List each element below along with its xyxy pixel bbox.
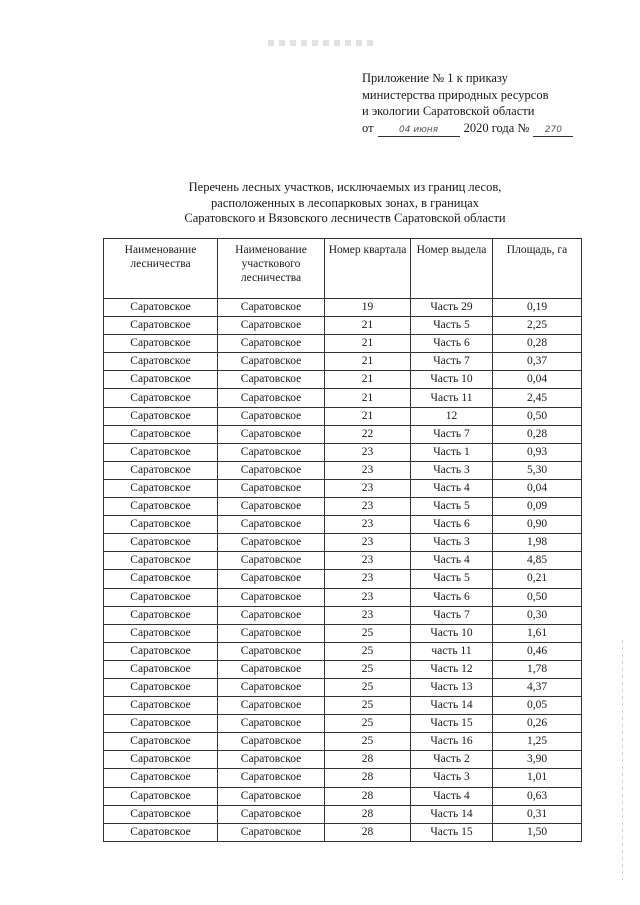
cell-plot: Часть 10 [411, 371, 493, 389]
cell-forestry: Саратовское [104, 498, 218, 516]
table-row [104, 335, 582, 353]
cell-district-forestry: Саратовское [218, 534, 325, 552]
cell-district-forestry: Саратовское [218, 353, 325, 371]
table-row [104, 443, 582, 461]
cell-area: 0,37 [493, 353, 582, 371]
cell-quarter: 22 [325, 425, 411, 443]
cell-forestry: Саратовское [104, 317, 218, 335]
cell-district-forestry: Саратовское [218, 371, 325, 389]
title-line-3: Саратовского и Вязовского лесничеств Саратовской области [184, 211, 506, 225]
cell-forestry: Саратовское [104, 697, 218, 715]
cell-quarter: 21 [325, 335, 411, 353]
cell-district-forestry: Саратовское [218, 552, 325, 570]
table-row [104, 534, 582, 552]
table-row [104, 479, 582, 497]
cell-quarter: 23 [325, 588, 411, 606]
cell-plot: Часть 5 [411, 498, 493, 516]
cell-plot: Часть 4 [411, 552, 493, 570]
cell-district-forestry: Саратовское [218, 642, 325, 660]
table-row [104, 461, 582, 479]
table-row [104, 317, 582, 335]
cell-plot: Часть 14 [411, 805, 493, 823]
cell-district-forestry: Саратовское [218, 516, 325, 534]
cell-area: 0,28 [493, 425, 582, 443]
cell-district-forestry: Саратовское [218, 733, 325, 751]
cell-quarter: 25 [325, 697, 411, 715]
cell-area: 1,01 [493, 769, 582, 787]
cell-area: 4,85 [493, 552, 582, 570]
cell-plot: Часть 12 [411, 660, 493, 678]
cell-area: 0,50 [493, 588, 582, 606]
cell-plot: Часть 5 [411, 317, 493, 335]
cell-plot: Часть 15 [411, 715, 493, 733]
cell-plot: Часть 29 [411, 299, 493, 317]
document-title [130, 180, 560, 227]
cell-area: 0,90 [493, 516, 582, 534]
cell-district-forestry: Саратовское [218, 606, 325, 624]
cell-area: 0,46 [493, 642, 582, 660]
cell-forestry: Саратовское [104, 570, 218, 588]
cell-area: 0,05 [493, 697, 582, 715]
annex-prefix: от [362, 120, 374, 135]
table-row [104, 715, 582, 733]
cell-forestry: Саратовское [104, 606, 218, 624]
cell-plot: часть 11 [411, 642, 493, 660]
cell-forestry: Саратовское [104, 299, 218, 317]
cell-area: 0,26 [493, 715, 582, 733]
cell-district-forestry: Саратовское [218, 678, 325, 696]
table-row [104, 642, 582, 660]
cell-plot: Часть 1 [411, 443, 493, 461]
cell-plot: Часть 4 [411, 479, 493, 497]
cell-forestry: Саратовское [104, 823, 218, 841]
cell-quarter: 28 [325, 823, 411, 841]
forest-plots-table [103, 238, 582, 842]
header-plot-number: Номер выдела [411, 239, 493, 299]
cell-plot: Часть 10 [411, 624, 493, 642]
cell-area: 5,30 [493, 461, 582, 479]
table-row [104, 733, 582, 751]
cell-area: 0,19 [493, 299, 582, 317]
table-row [104, 353, 582, 371]
cell-plot: Часть 7 [411, 425, 493, 443]
cell-district-forestry: Саратовское [218, 335, 325, 353]
cell-forestry: Саратовское [104, 642, 218, 660]
cell-plot: Часть 11 [411, 389, 493, 407]
cell-forestry: Саратовское [104, 715, 218, 733]
table-row [104, 660, 582, 678]
cell-quarter: 19 [325, 299, 411, 317]
table-row [104, 425, 582, 443]
header-district-forestry: Наименование участкового лесничества [218, 239, 325, 299]
cell-plot: Часть 3 [411, 534, 493, 552]
cell-district-forestry: Саратовское [218, 787, 325, 805]
cell-district-forestry: Саратовское [218, 570, 325, 588]
cell-quarter: 21 [325, 407, 411, 425]
cell-forestry: Саратовское [104, 479, 218, 497]
cell-area: 1,25 [493, 733, 582, 751]
cell-forestry: Саратовское [104, 588, 218, 606]
cell-forestry: Саратовское [104, 733, 218, 751]
annex-date-line [362, 120, 602, 137]
table-header-row [104, 239, 582, 299]
cell-area: 3,90 [493, 751, 582, 769]
cell-district-forestry: Саратовское [218, 299, 325, 317]
cell-area: 1,78 [493, 660, 582, 678]
cell-forestry: Саратовское [104, 787, 218, 805]
table-row [104, 570, 582, 588]
cell-area: 2,45 [493, 389, 582, 407]
cell-quarter: 21 [325, 353, 411, 371]
table-row [104, 552, 582, 570]
annex-line-1: Приложение № 1 к приказу [362, 71, 508, 85]
cell-area: 2,25 [493, 317, 582, 335]
table-row [104, 769, 582, 787]
cell-plot: Часть 7 [411, 606, 493, 624]
cell-quarter: 23 [325, 534, 411, 552]
cell-forestry: Саратовское [104, 660, 218, 678]
cell-quarter: 28 [325, 787, 411, 805]
cell-area: 1,50 [493, 823, 582, 841]
title-line-2: расположенных в лесопарковых зонах, в границах [211, 195, 479, 210]
header-forestry: Наименование лесничества [104, 239, 218, 299]
cell-quarter: 28 [325, 769, 411, 787]
cell-quarter: 25 [325, 624, 411, 642]
cell-district-forestry: Саратовское [218, 498, 325, 516]
cell-area: 0,30 [493, 606, 582, 624]
table-row [104, 805, 582, 823]
cell-area: 1,61 [493, 624, 582, 642]
cell-area: 0,04 [493, 371, 582, 389]
cell-district-forestry: Саратовское [218, 425, 325, 443]
table-row [104, 588, 582, 606]
cell-forestry: Саратовское [104, 751, 218, 769]
cell-quarter: 21 [325, 317, 411, 335]
handwritten-number: 270 [533, 125, 573, 137]
cell-district-forestry: Саратовское [218, 715, 325, 733]
cell-quarter: 25 [325, 642, 411, 660]
cell-district-forestry: Саратовское [218, 624, 325, 642]
table-row [104, 678, 582, 696]
cell-district-forestry: Саратовское [218, 660, 325, 678]
cell-area: 0,31 [493, 805, 582, 823]
cell-district-forestry: Саратовское [218, 769, 325, 787]
cell-quarter: 23 [325, 606, 411, 624]
cell-plot: Часть 16 [411, 733, 493, 751]
cell-plot: Часть 14 [411, 697, 493, 715]
annex-line-3: и экологии Саратовской области [362, 104, 535, 118]
cell-area: 4,37 [493, 678, 582, 696]
cell-area: 0,63 [493, 787, 582, 805]
cell-district-forestry: Саратовское [218, 317, 325, 335]
annex-year-text: 2020 года № [463, 120, 530, 135]
cell-district-forestry: Саратовское [218, 588, 325, 606]
cell-area: 0,09 [493, 498, 582, 516]
faint-header-mark [268, 40, 378, 46]
cell-district-forestry: Саратовское [218, 805, 325, 823]
cell-plot: Часть 6 [411, 588, 493, 606]
cell-forestry: Саратовское [104, 805, 218, 823]
cell-quarter: 23 [325, 570, 411, 588]
cell-quarter: 23 [325, 498, 411, 516]
cell-quarter: 23 [325, 516, 411, 534]
table-row [104, 371, 582, 389]
cell-quarter: 21 [325, 371, 411, 389]
cell-quarter: 28 [325, 751, 411, 769]
cell-plot: Часть 7 [411, 353, 493, 371]
cell-forestry: Саратовское [104, 443, 218, 461]
cell-forestry: Саратовское [104, 335, 218, 353]
cell-quarter: 25 [325, 678, 411, 696]
table-body [104, 299, 582, 842]
cell-district-forestry: Саратовское [218, 479, 325, 497]
cell-forestry: Саратовское [104, 624, 218, 642]
table-row [104, 697, 582, 715]
table-row [104, 606, 582, 624]
handwritten-date: 04 июня [378, 125, 460, 137]
cell-quarter: 25 [325, 733, 411, 751]
cell-plot: Часть 6 [411, 335, 493, 353]
annex-line-2: министерства природных ресурсов [362, 87, 549, 102]
cell-forestry: Саратовское [104, 407, 218, 425]
cell-forestry: Саратовское [104, 425, 218, 443]
cell-quarter: 21 [325, 389, 411, 407]
cell-forestry: Саратовское [104, 389, 218, 407]
cell-quarter: 23 [325, 443, 411, 461]
cell-forestry: Саратовское [104, 371, 218, 389]
cell-plot: Часть 3 [411, 769, 493, 787]
cell-district-forestry: Саратовское [218, 443, 325, 461]
cell-area: 1,98 [493, 534, 582, 552]
cell-forestry: Саратовское [104, 534, 218, 552]
cell-forestry: Саратовское [104, 552, 218, 570]
title-line-1: Перечень лесных участков, исключаемых из границ лесов, [188, 180, 502, 194]
cell-plot: Часть 5 [411, 570, 493, 588]
cell-plot: Часть 4 [411, 787, 493, 805]
cell-district-forestry: Саратовское [218, 823, 325, 841]
cell-plot: 12 [411, 407, 493, 425]
cell-quarter: 25 [325, 715, 411, 733]
cell-quarter: 23 [325, 461, 411, 479]
cell-forestry: Саратовское [104, 461, 218, 479]
cell-area: 0,50 [493, 407, 582, 425]
table-row [104, 389, 582, 407]
table-row [104, 407, 582, 425]
cell-district-forestry: Саратовское [218, 389, 325, 407]
cell-plot: Часть 6 [411, 516, 493, 534]
table-row [104, 787, 582, 805]
cell-plot: Часть 13 [411, 678, 493, 696]
cell-plot: Часть 3 [411, 461, 493, 479]
cell-area: 0,93 [493, 443, 582, 461]
cell-quarter: 23 [325, 479, 411, 497]
cell-area: 0,21 [493, 570, 582, 588]
cell-area: 0,28 [493, 335, 582, 353]
header-quarter-number: Номер квартала [325, 239, 411, 299]
annex-header [362, 70, 602, 137]
scan-edge-mark [622, 640, 623, 880]
cell-forestry: Саратовское [104, 516, 218, 534]
cell-district-forestry: Саратовское [218, 407, 325, 425]
cell-area: 0,04 [493, 479, 582, 497]
cell-quarter: 25 [325, 660, 411, 678]
cell-district-forestry: Саратовское [218, 697, 325, 715]
cell-forestry: Саратовское [104, 353, 218, 371]
cell-plot: Часть 2 [411, 751, 493, 769]
cell-forestry: Саратовское [104, 678, 218, 696]
table-row [104, 751, 582, 769]
table-row [104, 823, 582, 841]
table-row [104, 624, 582, 642]
cell-quarter: 23 [325, 552, 411, 570]
table-row [104, 498, 582, 516]
cell-plot: Часть 15 [411, 823, 493, 841]
table-row [104, 516, 582, 534]
cell-district-forestry: Саратовское [218, 461, 325, 479]
cell-district-forestry: Саратовское [218, 751, 325, 769]
table-row [104, 299, 582, 317]
cell-forestry: Саратовское [104, 769, 218, 787]
header-area: Площадь, га [493, 239, 582, 299]
cell-quarter: 28 [325, 805, 411, 823]
